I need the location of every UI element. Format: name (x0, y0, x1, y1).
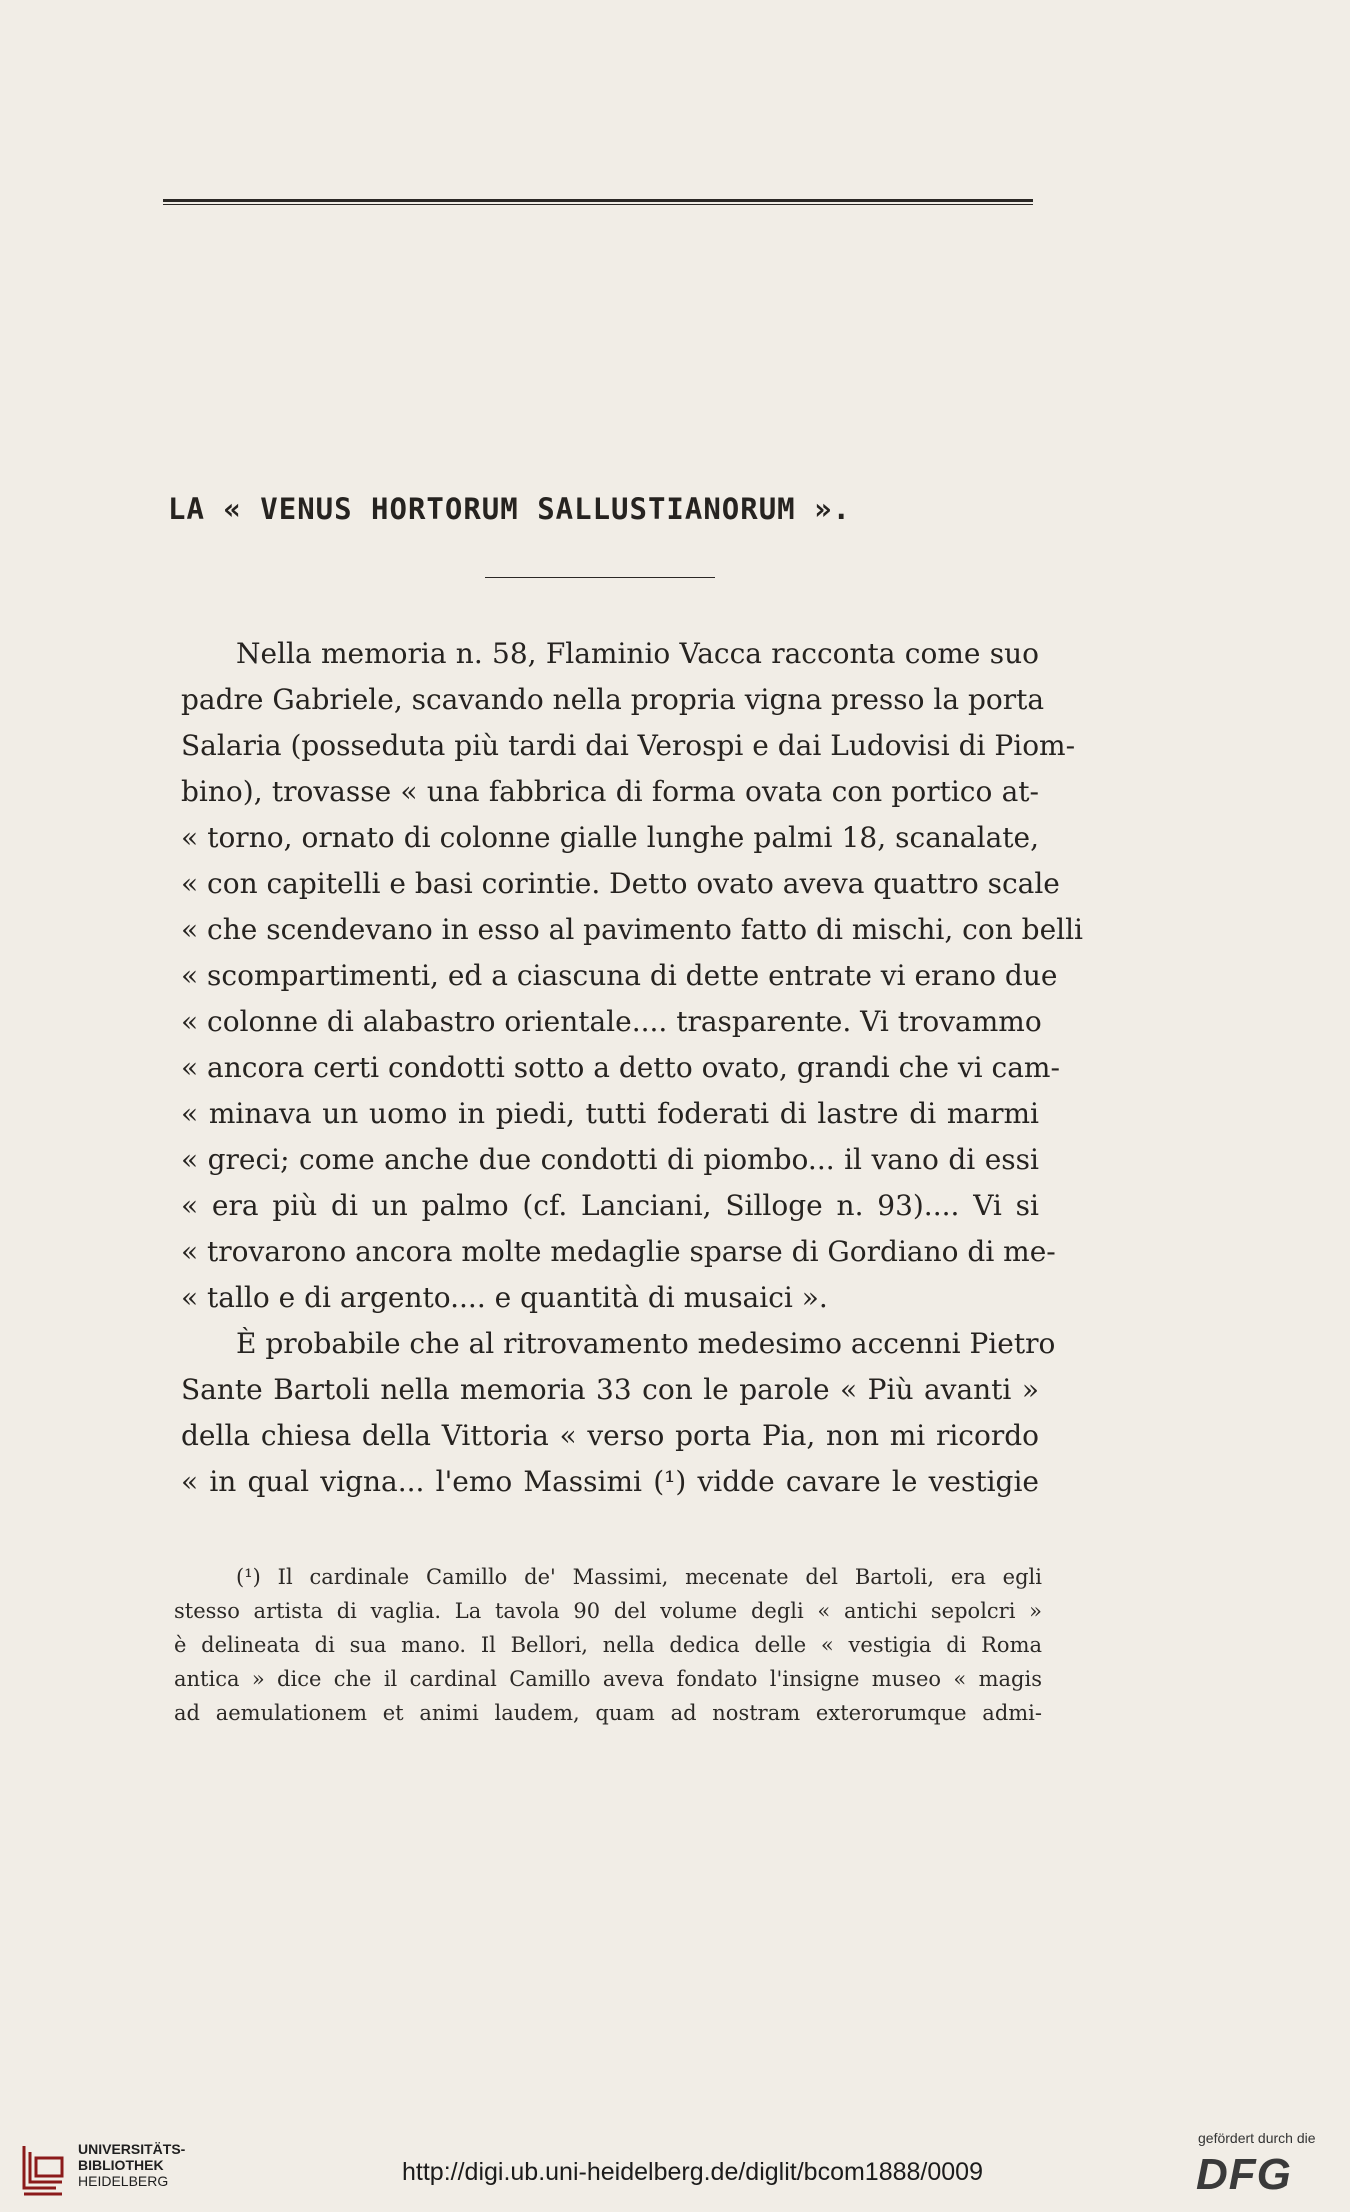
body-line: « tallo e di argento.... e quantità di musaici ». (181, 1281, 828, 1314)
library-name-line: BIBLIOTHEK (78, 2157, 164, 2173)
footnote-line: ad aemulationem et animi laudem, quam ad nostram exterorumque admi- (174, 1701, 1042, 1725)
footnote-line: (¹) Il cardinale Camillo de' Massimi, mecenate del Bartoli, era egli (236, 1565, 1042, 1589)
body-line: È probabile che al ritrovamento medesimo accenni Pietro (236, 1327, 1056, 1360)
body-line: « era più di un palmo (cf. Lanciani, Silloge n. 93).... Vi si (181, 1189, 1039, 1222)
article-title: LA « VENUS HORTORUM SALLUSTIANORUM ». (168, 492, 852, 526)
library-name-line: HEIDELBERG (78, 2173, 169, 2189)
footnote-line: antica » dice che il cardinal Camillo aveva fondato l'insigne museo « magis (174, 1667, 1042, 1691)
dfg-logo: DFG (1196, 2150, 1292, 2199)
body-line: « greci; come anche due condotti di piombo... il vano di essi (181, 1143, 1039, 1176)
body-line: Nella memoria n. 58, Flaminio Vacca racconta come suo (236, 637, 1039, 670)
title-rule (485, 577, 715, 578)
footnote-line: stesso artista di vaglia. La tavola 90 del volume degli « antichi sepolcri » (174, 1599, 1042, 1623)
body-line: padre Gabriele, scavando nella propria vigna presso la porta (181, 683, 1045, 716)
body-line: della chiesa della Vittoria « verso porta Pia, non mi ricordo (181, 1419, 1039, 1452)
body-line: « colonne di alabastro orientale.... trasparente. Vi trovammo (181, 1005, 1042, 1038)
body-line: « ancora certi condotti sotto a detto ovato, grandi che vi cam- (181, 1051, 1060, 1084)
digital-copy-link[interactable]: http://digi.ub.uni-heidelberg.de/diglit/bcom1888/0009 (402, 2158, 983, 2186)
body-line: « minava un uomo in piedi, tutti foderati di lastre di marmi (181, 1097, 1039, 1130)
library-name (78, 2141, 185, 2189)
funder-label: gefördert durch die (1198, 2130, 1316, 2146)
footnote-line: è delineata di sua mano. Il Bellori, nella dedica delle « vestigia di Roma (174, 1633, 1042, 1657)
body-line: « che scendevano in esso al pavimento fatto di mischi, con belli (181, 913, 1084, 946)
body-line: « scompartimenti, ed a ciascuna di dette entrate vi erano due (181, 959, 1058, 992)
body-line: « in qual vigna... l'emo Massimi (¹) vidde cavare le vestigie (181, 1465, 1039, 1498)
top-rule (163, 199, 1033, 205)
library-logo-icon (18, 2142, 68, 2204)
footer-bar (0, 2128, 1350, 2212)
body-line: « con capitelli e basi corintie. Detto ovato aveva quattro scale (181, 867, 1060, 900)
body-line: « trovarono ancora molte medaglie sparse di Gordiano di me- (181, 1235, 1056, 1268)
body-line: Salaria (posseduta più tardi dai Verospi e dai Ludovisi di Piom- (181, 729, 1076, 762)
body-line: bino), trovasse « una fabbrica di forma ovata con portico at- (181, 775, 1039, 808)
library-name-line: UNIVERSITÄTS- (78, 2141, 186, 2157)
body-line: Sante Bartoli nella memoria 33 con le parole « Più avanti » (181, 1373, 1039, 1406)
body-line: « torno, ornato di colonne gialle lunghe palmi 18, scanalate, (181, 821, 1039, 854)
